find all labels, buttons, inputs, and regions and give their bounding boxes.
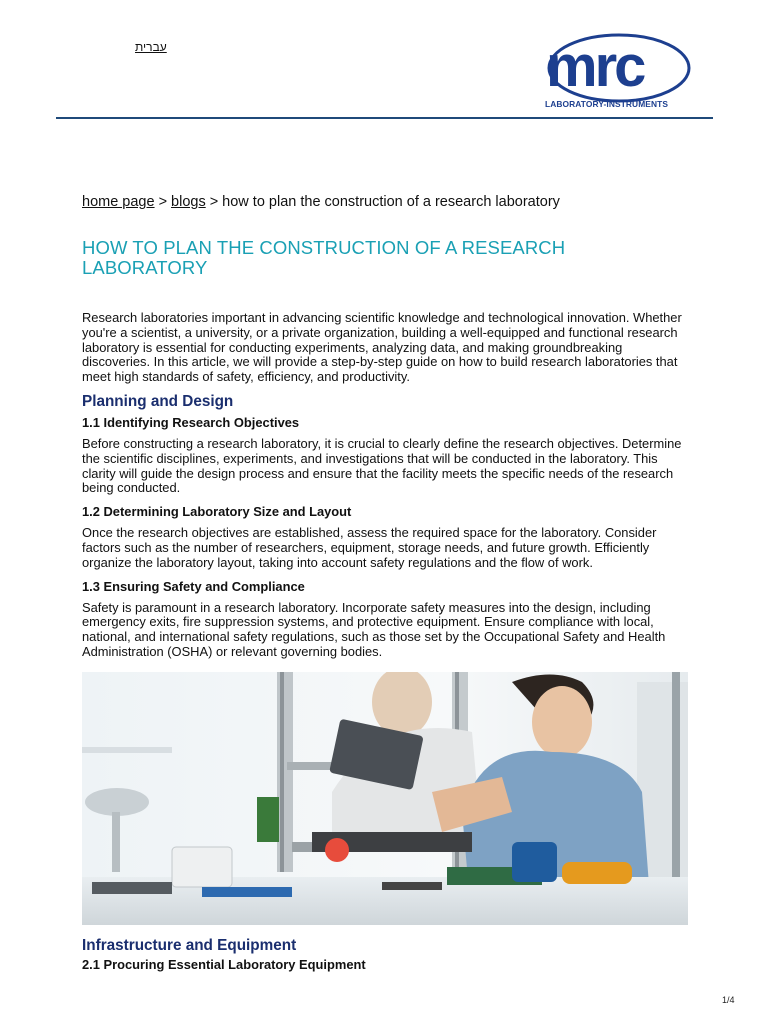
subheading-size-layout: 1.2 Determining Laboratory Size and Layout xyxy=(82,504,352,520)
subheading-safety-compliance: 1.3 Ensuring Safety and Compliance xyxy=(82,578,305,594)
language-switch-link[interactable]: עברית xyxy=(135,40,167,54)
breadcrumb-separator: > xyxy=(209,194,219,210)
breadcrumb-blogs-link[interactable]: blogs xyxy=(171,194,206,210)
breadcrumb-current: how to plan the construction of a research laboratory xyxy=(222,194,560,210)
intro-paragraph: Research laboratories important in advancing scientific knowledge and technological innovation. Whether you're a scientist, a university, or a private organization, building a well-equipped and functional research laboratory is essential for conducting experiments, analyzing data, and making groundbreaking discoveries. In this article, we will provide a step-by-step guide on how to build research laboratories that meet high standards of safety, efficiency, and productivity. xyxy=(82,310,682,385)
breadcrumb-separator: > xyxy=(158,194,168,210)
paragraph-research-objectives: Before constructing a research laboratory, it is crucial to clearly define the research objectives. Determine the scientific disciplines, experiments, and investigations that will be conducted in the laboratory. This clarity will guide the design process and ensure that the facility meets the specific needs of the research being conducted. xyxy=(82,435,682,496)
breadcrumb-home-link[interactable]: home page xyxy=(82,194,155,210)
paragraph-size-layout: Once the research objectives are established, assess the required space for the laboratory. Consider factors such as the number of researchers, equipment, storage needs, and future growth. Efficiently organize the laboratory layout, taking into account safety regulations and the flow of work. xyxy=(82,525,657,570)
logo-text: mrc xyxy=(546,34,644,99)
breadcrumb xyxy=(82,193,692,211)
article-content xyxy=(82,193,692,668)
section-heading-infrastructure: Infrastructure and Equipment xyxy=(82,937,297,954)
subheading-procuring-equipment: 2.1 Procuring Essential Laboratory Equipment xyxy=(82,957,366,972)
lab-photo xyxy=(82,672,688,925)
page-title: HOW TO PLAN THE CONSTRUCTION OF A RESEARCH LABORATORY xyxy=(82,237,566,278)
page-number: 1/4 xyxy=(722,995,735,1005)
logo-subtitle: LABORATORY-INSTRUMENTS xyxy=(545,99,669,109)
subheading-research-objectives: 1.1 Identifying Research Objectives xyxy=(82,414,300,430)
section-heading-planning: Planning and Design xyxy=(82,392,234,410)
header-divider xyxy=(56,117,713,119)
paragraph-safety-compliance: Safety is paramount in a research laboratory. Incorporate safety measures into the design, including emergency exits, fire suppression systems, and protective equipment. Ensure compliance with local, national, and international safety regulations, such as those set by the Occupational Safety and Health Administration (OSHA) or relevant governing bodies. xyxy=(82,599,666,659)
